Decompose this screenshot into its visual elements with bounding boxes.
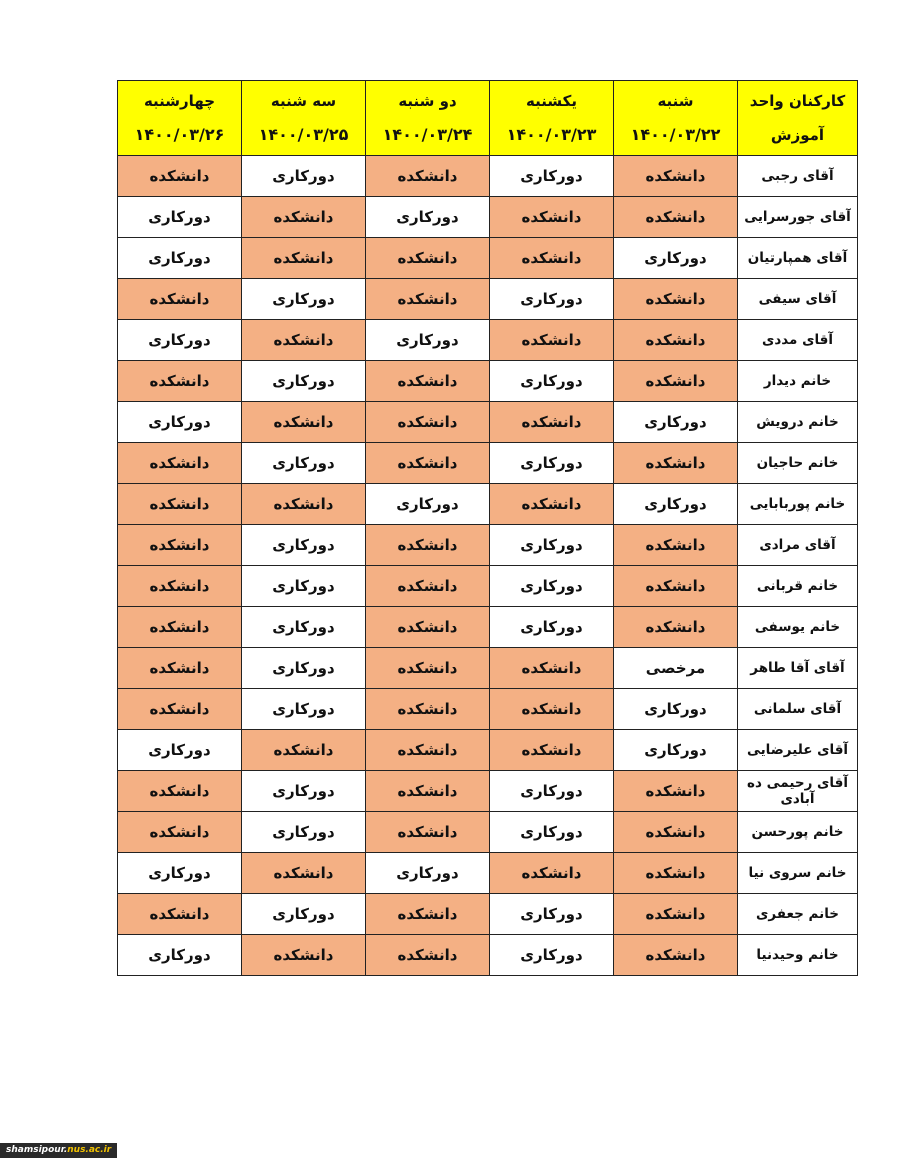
staff-name: آقای سلمانی bbox=[738, 689, 858, 730]
status-cell: دانشکده bbox=[366, 156, 490, 197]
staff-name: خانم دیدار bbox=[738, 361, 858, 402]
status-cell: دورکاری bbox=[614, 402, 738, 443]
status-cell: دانشکده bbox=[490, 402, 614, 443]
status-cell: دانشکده bbox=[490, 320, 614, 361]
status-cell: دانشکده bbox=[242, 320, 366, 361]
status-cell: دورکاری bbox=[366, 320, 490, 361]
status-cell: دانشکده bbox=[614, 894, 738, 935]
status-cell: دانشکده bbox=[366, 361, 490, 402]
status-cell: دانشکده bbox=[118, 484, 242, 525]
status-cell: دانشکده bbox=[118, 156, 242, 197]
status-cell: دانشکده bbox=[366, 443, 490, 484]
status-cell: دانشکده bbox=[118, 812, 242, 853]
table-row bbox=[118, 689, 858, 730]
staff-name: خانم حاجیان bbox=[738, 443, 858, 484]
staff-name: خانم سروی نیا bbox=[738, 853, 858, 894]
table-row bbox=[118, 648, 858, 689]
watermark-domain: nus.ac.ir bbox=[67, 1145, 112, 1155]
status-cell: دانشکده bbox=[614, 525, 738, 566]
status-cell: دانشکده bbox=[490, 197, 614, 238]
status-cell: دورکاری bbox=[242, 771, 366, 812]
status-cell: دانشکده bbox=[614, 197, 738, 238]
staff-name: آقای مددی bbox=[738, 320, 858, 361]
status-cell: دورکاری bbox=[490, 443, 614, 484]
status-cell: دانشکده bbox=[490, 238, 614, 279]
status-cell: دانشکده bbox=[614, 443, 738, 484]
staff-name: خانم قربانی bbox=[738, 566, 858, 607]
status-cell: دانشکده bbox=[490, 730, 614, 771]
status-cell: دانشکده bbox=[118, 525, 242, 566]
status-cell: دورکاری bbox=[366, 484, 490, 525]
day-name: شنبه bbox=[657, 92, 694, 110]
status-cell: دورکاری bbox=[118, 730, 242, 771]
status-cell: دانشکده bbox=[118, 279, 242, 320]
status-cell: دانشکده bbox=[118, 648, 242, 689]
day-date: ۱۴۰۰/۰۳/۲۵ bbox=[258, 125, 349, 144]
header-day bbox=[118, 81, 242, 156]
status-cell: دورکاری bbox=[614, 689, 738, 730]
status-cell: دانشکده bbox=[366, 279, 490, 320]
status-cell: مرخصی bbox=[614, 648, 738, 689]
status-cell: دورکاری bbox=[242, 443, 366, 484]
status-cell: دانشکده bbox=[366, 812, 490, 853]
status-cell: دانشکده bbox=[490, 484, 614, 525]
table-row bbox=[118, 771, 858, 812]
status-cell: دانشکده bbox=[614, 320, 738, 361]
status-cell: دانشکده bbox=[118, 566, 242, 607]
status-cell: دانشکده bbox=[366, 525, 490, 566]
staff-name: خانم یوسفی bbox=[738, 607, 858, 648]
status-cell: دانشکده bbox=[118, 894, 242, 935]
status-cell: دانشکده bbox=[614, 935, 738, 976]
staff-name: خانم جعفری bbox=[738, 894, 858, 935]
status-cell: دورکاری bbox=[614, 238, 738, 279]
table-row bbox=[118, 197, 858, 238]
schedule-body bbox=[118, 156, 858, 976]
status-cell: دانشکده bbox=[614, 812, 738, 853]
status-cell: دانشکده bbox=[242, 935, 366, 976]
staff-name: آقای آقا طاهر bbox=[738, 648, 858, 689]
status-cell: دانشکده bbox=[614, 361, 738, 402]
status-cell: دورکاری bbox=[242, 279, 366, 320]
status-cell: دورکاری bbox=[490, 279, 614, 320]
status-cell: دانشکده bbox=[614, 156, 738, 197]
table-row bbox=[118, 484, 858, 525]
staff-name: آقای رحیمی ده آبادی bbox=[738, 771, 858, 812]
day-date: ۱۴۰۰/۰۳/۲۳ bbox=[506, 125, 597, 144]
status-cell: دورکاری bbox=[118, 320, 242, 361]
site-watermark bbox=[0, 1143, 117, 1158]
day-date: ۱۴۰۰/۰۳/۲۲ bbox=[630, 125, 721, 144]
staff-name: خانم پوربابایی bbox=[738, 484, 858, 525]
status-cell: دورکاری bbox=[242, 361, 366, 402]
day-date: ۱۴۰۰/۰۳/۲۶ bbox=[134, 125, 225, 144]
table-row bbox=[118, 853, 858, 894]
status-cell: دورکاری bbox=[242, 607, 366, 648]
header-day bbox=[242, 81, 366, 156]
status-cell: دانشکده bbox=[242, 730, 366, 771]
day-name: سه شنبه bbox=[270, 92, 337, 110]
status-cell: دانشکده bbox=[242, 402, 366, 443]
staff-name: آقای همپارتیان bbox=[738, 238, 858, 279]
status-cell: دانشکده bbox=[614, 279, 738, 320]
status-cell: دانشکده bbox=[490, 689, 614, 730]
header-day bbox=[490, 81, 614, 156]
status-cell: دانشکده bbox=[614, 607, 738, 648]
table-row bbox=[118, 894, 858, 935]
status-cell: دانشکده bbox=[366, 935, 490, 976]
day-name: یکشنبه bbox=[526, 92, 577, 110]
staff-name: آقای رجبی bbox=[738, 156, 858, 197]
table-row bbox=[118, 279, 858, 320]
staff-name: آقای علیرضایی bbox=[738, 730, 858, 771]
status-cell: دورکاری bbox=[490, 566, 614, 607]
status-cell: دانشکده bbox=[118, 607, 242, 648]
status-cell: دانشکده bbox=[242, 238, 366, 279]
staff-name: خانم درویش bbox=[738, 402, 858, 443]
status-cell: دورکاری bbox=[490, 894, 614, 935]
staff-name: آقای مرادی bbox=[738, 525, 858, 566]
header-day bbox=[366, 81, 490, 156]
status-cell: دانشکده bbox=[366, 238, 490, 279]
table-row bbox=[118, 525, 858, 566]
status-cell: دورکاری bbox=[242, 894, 366, 935]
status-cell: دانشکده bbox=[366, 566, 490, 607]
status-cell: دانشکده bbox=[242, 853, 366, 894]
status-cell: دانشکده bbox=[614, 853, 738, 894]
header-staff-label: کارکنان واحد آموزش bbox=[749, 92, 846, 144]
status-cell: دانشکده bbox=[614, 771, 738, 812]
status-cell: دورکاری bbox=[118, 935, 242, 976]
status-cell: دورکاری bbox=[118, 238, 242, 279]
status-cell: دورکاری bbox=[366, 197, 490, 238]
status-cell: دانشکده bbox=[118, 361, 242, 402]
table-row bbox=[118, 320, 858, 361]
staff-name: آقای سیفی bbox=[738, 279, 858, 320]
status-cell: دانشکده bbox=[490, 648, 614, 689]
table-row bbox=[118, 156, 858, 197]
status-cell: دانشکده bbox=[614, 566, 738, 607]
status-cell: دورکاری bbox=[242, 156, 366, 197]
table-row bbox=[118, 361, 858, 402]
status-cell: دانشکده bbox=[366, 730, 490, 771]
watermark-prefix: shamsipour. bbox=[6, 1145, 68, 1155]
table-row bbox=[118, 402, 858, 443]
status-cell: دانشکده bbox=[118, 443, 242, 484]
staff-name: آقای جورسرایی bbox=[738, 197, 858, 238]
status-cell: دورکاری bbox=[490, 361, 614, 402]
status-cell: دورکاری bbox=[118, 197, 242, 238]
status-cell: دانشکده bbox=[366, 689, 490, 730]
table-row bbox=[118, 935, 858, 976]
status-cell: دورکاری bbox=[490, 935, 614, 976]
status-cell: دانشکده bbox=[366, 607, 490, 648]
status-cell: دانشکده bbox=[118, 771, 242, 812]
table-row bbox=[118, 812, 858, 853]
table-row bbox=[118, 238, 858, 279]
status-cell: دورکاری bbox=[490, 156, 614, 197]
day-name: چهارشنبه bbox=[143, 92, 216, 110]
status-cell: دورکاری bbox=[242, 648, 366, 689]
status-cell: دانشکده bbox=[366, 771, 490, 812]
status-cell: دورکاری bbox=[490, 607, 614, 648]
table-row bbox=[118, 730, 858, 771]
status-cell: دانشکده bbox=[490, 853, 614, 894]
status-cell: دورکاری bbox=[614, 730, 738, 771]
status-cell: دورکاری bbox=[490, 525, 614, 566]
staff-name: خانم پورحسن bbox=[738, 812, 858, 853]
status-cell: دورکاری bbox=[242, 812, 366, 853]
status-cell: دورکاری bbox=[490, 812, 614, 853]
status-cell: دانشکده bbox=[366, 894, 490, 935]
status-cell: دانشکده bbox=[242, 484, 366, 525]
status-cell: دورکاری bbox=[366, 853, 490, 894]
header-day bbox=[614, 81, 738, 156]
status-cell: دورکاری bbox=[118, 402, 242, 443]
status-cell: دانشکده bbox=[242, 197, 366, 238]
status-cell: دانشکده bbox=[366, 402, 490, 443]
table-row bbox=[118, 607, 858, 648]
header-row bbox=[118, 81, 858, 156]
status-cell: دانشکده bbox=[118, 689, 242, 730]
status-cell: دورکاری bbox=[490, 771, 614, 812]
header-staff bbox=[738, 81, 858, 156]
staff-name: خانم وحیدنیا bbox=[738, 935, 858, 976]
status-cell: دورکاری bbox=[242, 566, 366, 607]
table-row bbox=[118, 443, 858, 484]
status-cell: دورکاری bbox=[242, 689, 366, 730]
status-cell: دورکاری bbox=[118, 853, 242, 894]
table-row bbox=[118, 566, 858, 607]
status-cell: دورکاری bbox=[614, 484, 738, 525]
status-cell: دانشکده bbox=[366, 648, 490, 689]
schedule-table bbox=[117, 80, 858, 976]
status-cell: دورکاری bbox=[242, 525, 366, 566]
day-name: دو شنبه bbox=[398, 92, 457, 110]
day-date: ۱۴۰۰/۰۳/۲۴ bbox=[382, 125, 473, 144]
